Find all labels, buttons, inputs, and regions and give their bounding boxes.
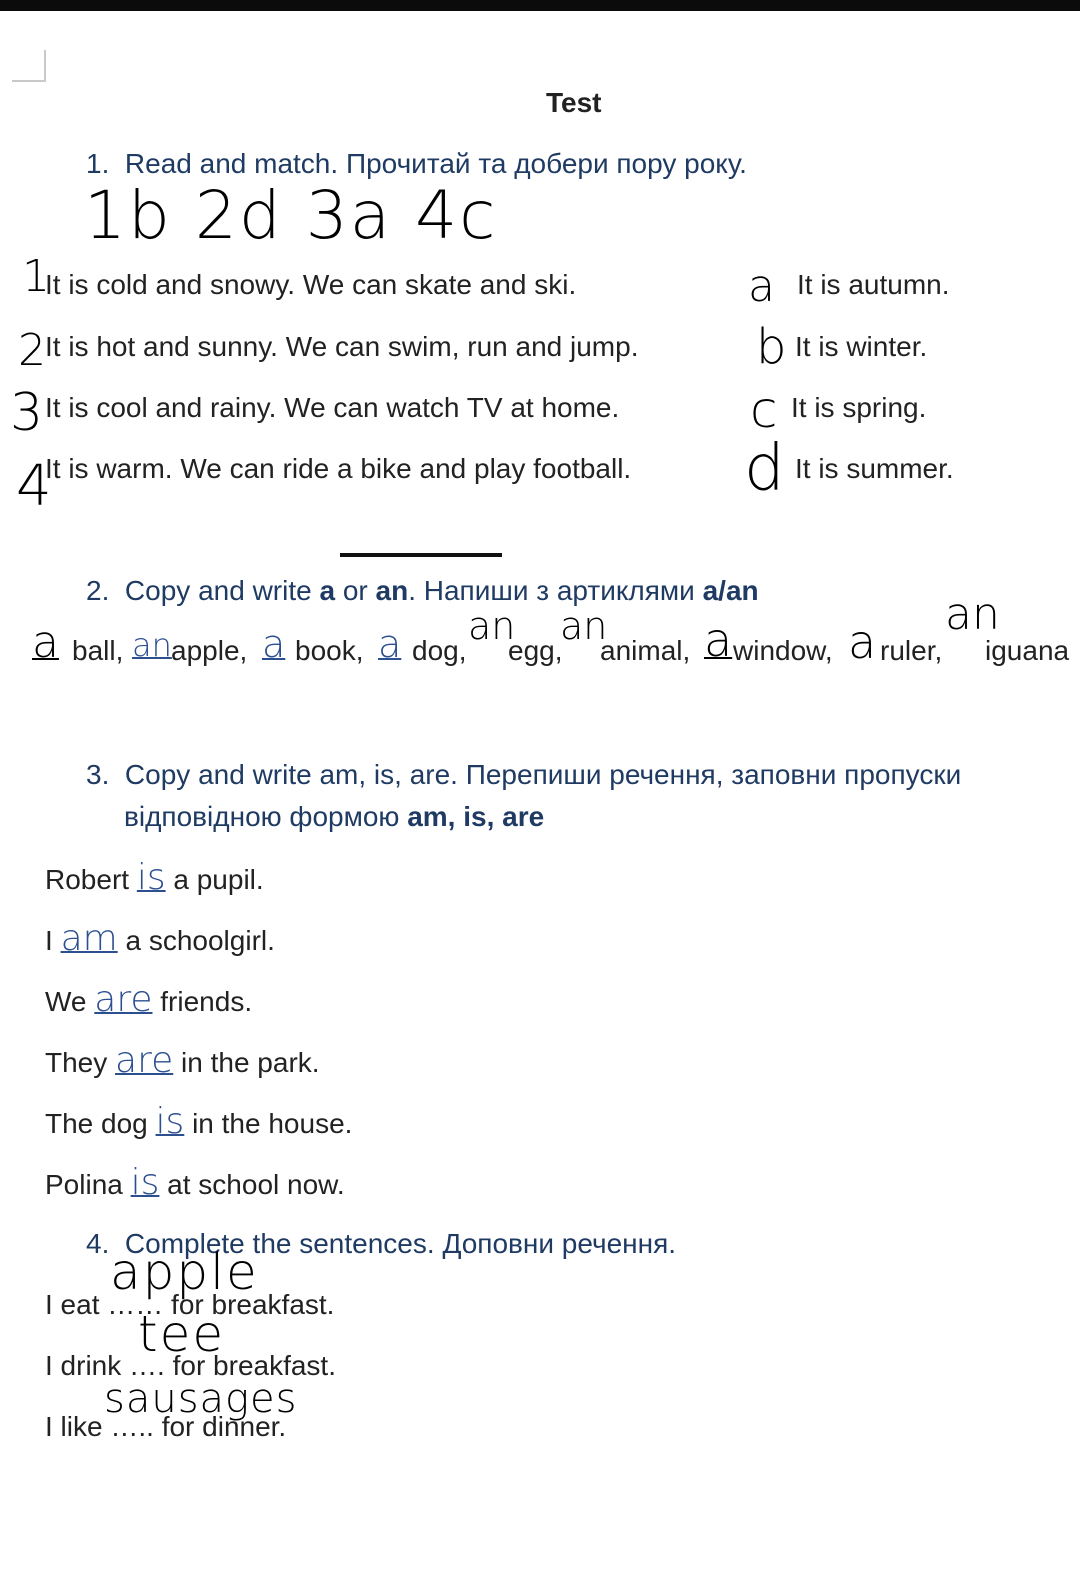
task4-heading-text: Complete the sentences. Доповни речення. [124,1228,677,1259]
task3-sentence-2 [45,918,275,959]
task3-s4-after: in the park. [173,1047,320,1078]
task1-option-b: It is winter. [795,331,928,362]
task3-s1-answer: is [136,857,166,898]
task2-answer-1: a [32,617,59,668]
task4-sentence-1: I eat …… for breakfast. [45,1289,335,1320]
task3-s2-before: I [45,925,61,956]
task2-word-window: window, [733,635,833,666]
task2-answer-9: an [945,589,1000,640]
task4-number: 4. [86,1228,110,1259]
task4-answer-3: sausages [104,1376,298,1422]
task2-word-animal: animal, [600,635,691,666]
task3-heading-text: Copy and write am, is, are. Перепиши речення, заповни пропуски [124,759,962,790]
task1-sentence-2: It is hot and sunny. We can swim, run and jump. [45,331,639,362]
task2-word-iguana: iguana [985,635,1070,666]
task3-number: 3. [86,759,110,790]
task1-number-3: 3 [10,383,44,443]
task3-s2-after: a schoolgirl. [117,925,275,956]
task1-heading-text: Read and match. Прочитай та добери пору року. [124,148,747,179]
task1-number-1: 1 [22,251,50,302]
task1-letter-c: c [750,381,778,439]
task1-sentence-4: It is warm. We can ride a bike and play football. [45,453,632,484]
task2-answer-5: an [468,604,516,648]
task4-sentence-3: I like ….. for dinner. [45,1411,287,1442]
page-corner-mark [12,50,46,82]
task3-s4-answer: are [115,1040,174,1081]
task2-answer-7: a [704,613,733,667]
task3-s2-answer: am [60,918,118,959]
task2-heading [86,574,759,608]
task3-sentence-6 [45,1162,345,1203]
top-edge-bar [0,0,1080,11]
task3-s5-answer: is [155,1101,185,1142]
task3-sentence-5 [45,1101,353,1142]
task2-answer-3: a [262,622,286,666]
separator-line [340,553,502,557]
task4-answer-2: tee [138,1305,226,1363]
task1-letter-b: b [756,319,787,375]
task3-heading-line1 [86,758,961,792]
task2-heading-a: a [319,575,336,606]
task2-heading-or: or [335,575,376,606]
task3-sentence-4 [45,1040,320,1081]
task2-heading-an: an [375,575,409,606]
task3-s6-before: Polina [45,1169,131,1200]
task1-letter-a: a [748,261,775,312]
task1-option-c: It is spring. [791,392,927,423]
task3-sentence-1 [45,857,264,898]
task1-option-a: It is autumn. [797,269,950,300]
task1-heading [86,147,747,181]
task3-s1-after: a pupil. [165,864,264,895]
task3-s3-after: friends. [152,986,253,1017]
task3-s6-answer: is [130,1162,160,1203]
task4-answer-1: apple [110,1243,259,1301]
task2-answer-8: a [848,615,877,669]
task3-heading-line2 [124,800,544,834]
task2-word-ball: ball, [72,635,124,666]
task2-word-dog: dog, [412,635,467,666]
task2-word-ruler: ruler, [880,635,943,666]
task3-s3-answer: are [94,979,153,1020]
task1-sentence-3: It is cool and rainy. We can watch TV at home. [45,392,620,423]
task2-word-apple: apple, [171,635,248,666]
task2-word-book: book, [295,635,364,666]
task1-number: 1. [86,148,110,179]
task3-s1-before: Robert [45,864,137,895]
task3-heading-line2-bold: am, is, are [407,801,545,832]
task1-number-2: 2 [18,325,46,376]
task3-s3-before: We [45,986,95,1017]
task1-letter-d: d [744,432,785,506]
task1-number-4: 4 [16,454,52,519]
task3-heading-line2-pre: відповідною формою [124,801,408,832]
task1-option-d: It is summer. [795,453,954,484]
task3-s4-before: They [45,1047,116,1078]
task2-answer-2: an [132,626,172,664]
task2-answer-6: an [560,604,608,648]
task3-s5-after: in the house. [184,1108,353,1139]
page-title: Test [546,87,602,118]
task2-heading-mid: . Напиши з артиклями [408,575,703,606]
task1-sentence-1: It is cold and snowy. We can skate and ski. [45,269,577,300]
task1-handwritten-answer: 1b 2d 3a 4c [84,177,498,254]
task3-s6-after: at school now. [159,1169,345,1200]
task2-heading-aan: a/an [702,575,759,606]
task3-s5-before: The dog [45,1108,156,1139]
task2-answer-4: a [378,622,402,666]
task3-sentence-3 [45,979,253,1020]
task2-word-egg: egg, [508,635,563,666]
task4-sentence-2: I drink …. for breakfast. [45,1350,336,1381]
task2-number: 2. [86,575,110,606]
task2-heading-pre: Copy and write [124,575,320,606]
